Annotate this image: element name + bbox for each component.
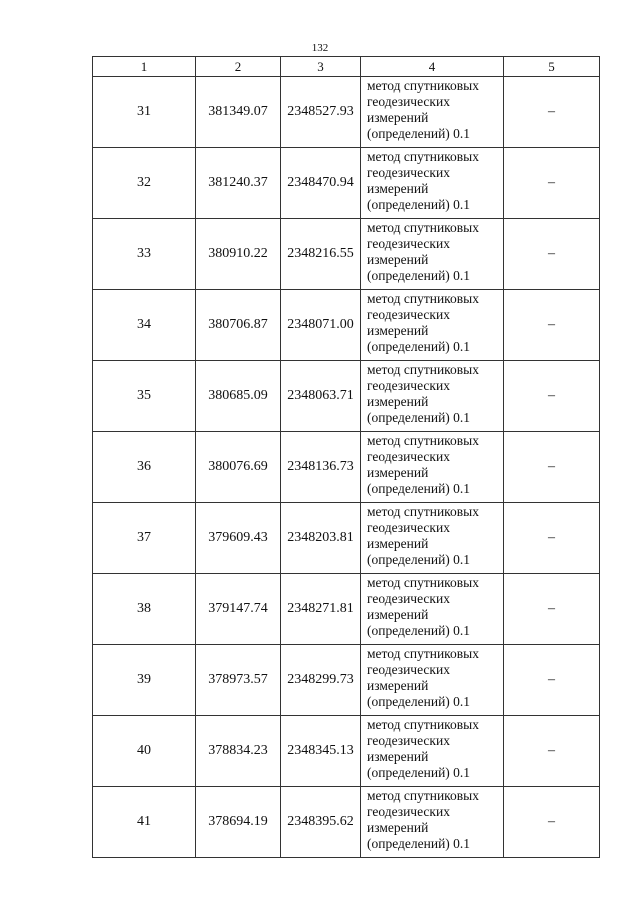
note-cell: – xyxy=(504,77,600,148)
table-body xyxy=(93,77,600,858)
column-header-4: 4 xyxy=(361,57,504,77)
method-line: метод спутниковых xyxy=(367,362,479,377)
method-line: (определений) 0.1 xyxy=(367,694,471,709)
method-line: измерений xyxy=(367,536,429,551)
method-line: (определений) 0.1 xyxy=(367,623,471,638)
coordinates-table xyxy=(92,56,600,858)
method-line: геодезических xyxy=(367,662,450,677)
method-line: измерений xyxy=(367,678,429,693)
x-coordinate-cell: 381240.37 xyxy=(196,148,281,219)
note-cell: – xyxy=(504,148,600,219)
method-line: метод спутниковых xyxy=(367,220,479,235)
table-row xyxy=(93,503,600,574)
x-coordinate-cell: 379609.43 xyxy=(196,503,281,574)
table-row xyxy=(93,148,600,219)
note-cell: – xyxy=(504,574,600,645)
method-line: измерений xyxy=(367,323,429,338)
y-coordinate-cell: 2348136.73 xyxy=(281,432,361,503)
page-number: 132 xyxy=(311,42,329,54)
table-row xyxy=(93,432,600,503)
y-coordinate-cell: 2348395.62 xyxy=(281,787,361,858)
table-row xyxy=(93,716,600,787)
x-coordinate-cell: 378973.57 xyxy=(196,645,281,716)
column-header-5: 5 xyxy=(504,57,600,77)
method-line: геодезических xyxy=(367,236,450,251)
table-row xyxy=(93,787,600,858)
x-coordinate-cell: 378694.19 xyxy=(196,787,281,858)
method-line: геодезических xyxy=(367,591,450,606)
table-row xyxy=(93,361,600,432)
method-line: (определений) 0.1 xyxy=(367,197,471,212)
point-number-cell: 38 xyxy=(93,574,196,645)
method-cell xyxy=(361,290,504,361)
method-line: геодезических xyxy=(367,733,450,748)
y-coordinate-cell: 2348271.81 xyxy=(281,574,361,645)
method-line: метод спутниковых xyxy=(367,433,479,448)
note-cell: – xyxy=(504,432,600,503)
method-line: измерений xyxy=(367,110,429,125)
method-line: геодезических xyxy=(367,165,450,180)
method-cell xyxy=(361,148,504,219)
y-coordinate-cell: 2348299.73 xyxy=(281,645,361,716)
method-line: метод спутниковых xyxy=(367,291,479,306)
y-coordinate-cell: 2348071.00 xyxy=(281,290,361,361)
table-row xyxy=(93,574,600,645)
method-line: геодезических xyxy=(367,449,450,464)
method-line: измерений xyxy=(367,607,429,622)
table-row xyxy=(93,77,600,148)
point-number-cell: 37 xyxy=(93,503,196,574)
point-number-cell: 35 xyxy=(93,361,196,432)
method-cell xyxy=(361,219,504,290)
method-line: метод спутниковых xyxy=(367,149,479,164)
header-row xyxy=(93,57,600,77)
note-cell: – xyxy=(504,219,600,290)
method-line: (определений) 0.1 xyxy=(367,126,471,141)
point-number-cell: 34 xyxy=(93,290,196,361)
method-line: геодезических xyxy=(367,378,450,393)
method-line: метод спутниковых xyxy=(367,646,479,661)
method-line: геодезических xyxy=(367,307,450,322)
note-cell: – xyxy=(504,645,600,716)
method-cell xyxy=(361,716,504,787)
method-line: (определений) 0.1 xyxy=(367,552,471,567)
y-coordinate-cell: 2348345.13 xyxy=(281,716,361,787)
x-coordinate-cell: 380076.69 xyxy=(196,432,281,503)
method-line: геодезических xyxy=(367,520,450,535)
method-line: измерений xyxy=(367,394,429,409)
method-line: измерений xyxy=(367,749,429,764)
point-number-cell: 31 xyxy=(93,77,196,148)
note-cell: – xyxy=(504,290,600,361)
method-line: (определений) 0.1 xyxy=(367,765,471,780)
y-coordinate-cell: 2348470.94 xyxy=(281,148,361,219)
x-coordinate-cell: 380910.22 xyxy=(196,219,281,290)
point-number-cell: 32 xyxy=(93,148,196,219)
table-row xyxy=(93,219,600,290)
note-cell: – xyxy=(504,787,600,858)
note-cell: – xyxy=(504,503,600,574)
y-coordinate-cell: 2348063.71 xyxy=(281,361,361,432)
point-number-cell: 39 xyxy=(93,645,196,716)
method-cell xyxy=(361,574,504,645)
method-line: (определений) 0.1 xyxy=(367,410,471,425)
x-coordinate-cell: 380706.87 xyxy=(196,290,281,361)
x-coordinate-cell: 378834.23 xyxy=(196,716,281,787)
method-line: геодезических xyxy=(367,94,450,109)
method-line: метод спутниковых xyxy=(367,788,479,803)
method-line: (определений) 0.1 xyxy=(367,268,471,283)
method-line: метод спутниковых xyxy=(367,78,479,93)
y-coordinate-cell: 2348216.55 xyxy=(281,219,361,290)
method-line: (определений) 0.1 xyxy=(367,339,471,354)
method-cell xyxy=(361,77,504,148)
note-cell: – xyxy=(504,361,600,432)
table-row xyxy=(93,645,600,716)
method-line: (определений) 0.1 xyxy=(367,836,471,851)
method-line: измерений xyxy=(367,252,429,267)
method-line: измерений xyxy=(367,181,429,196)
x-coordinate-cell: 379147.74 xyxy=(196,574,281,645)
point-number-cell: 41 xyxy=(93,787,196,858)
point-number-cell: 36 xyxy=(93,432,196,503)
x-coordinate-cell: 380685.09 xyxy=(196,361,281,432)
x-coordinate-cell: 381349.07 xyxy=(196,77,281,148)
point-number-cell: 33 xyxy=(93,219,196,290)
method-line: геодезических xyxy=(367,804,450,819)
column-header-1: 1 xyxy=(93,57,196,77)
table-row xyxy=(93,290,600,361)
method-line: метод спутниковых xyxy=(367,575,479,590)
method-cell xyxy=(361,361,504,432)
note-cell: – xyxy=(504,716,600,787)
method-line: (определений) 0.1 xyxy=(367,481,471,496)
method-cell xyxy=(361,645,504,716)
method-line: измерений xyxy=(367,820,429,835)
method-cell xyxy=(361,503,504,574)
column-header-2: 2 xyxy=(196,57,281,77)
method-line: метод спутниковых xyxy=(367,717,479,732)
method-line: метод спутниковых xyxy=(367,504,479,519)
method-cell xyxy=(361,432,504,503)
method-cell xyxy=(361,787,504,858)
method-line: измерений xyxy=(367,465,429,480)
point-number-cell: 40 xyxy=(93,716,196,787)
y-coordinate-cell: 2348203.81 xyxy=(281,503,361,574)
y-coordinate-cell: 2348527.93 xyxy=(281,77,361,148)
column-header-3: 3 xyxy=(281,57,361,77)
